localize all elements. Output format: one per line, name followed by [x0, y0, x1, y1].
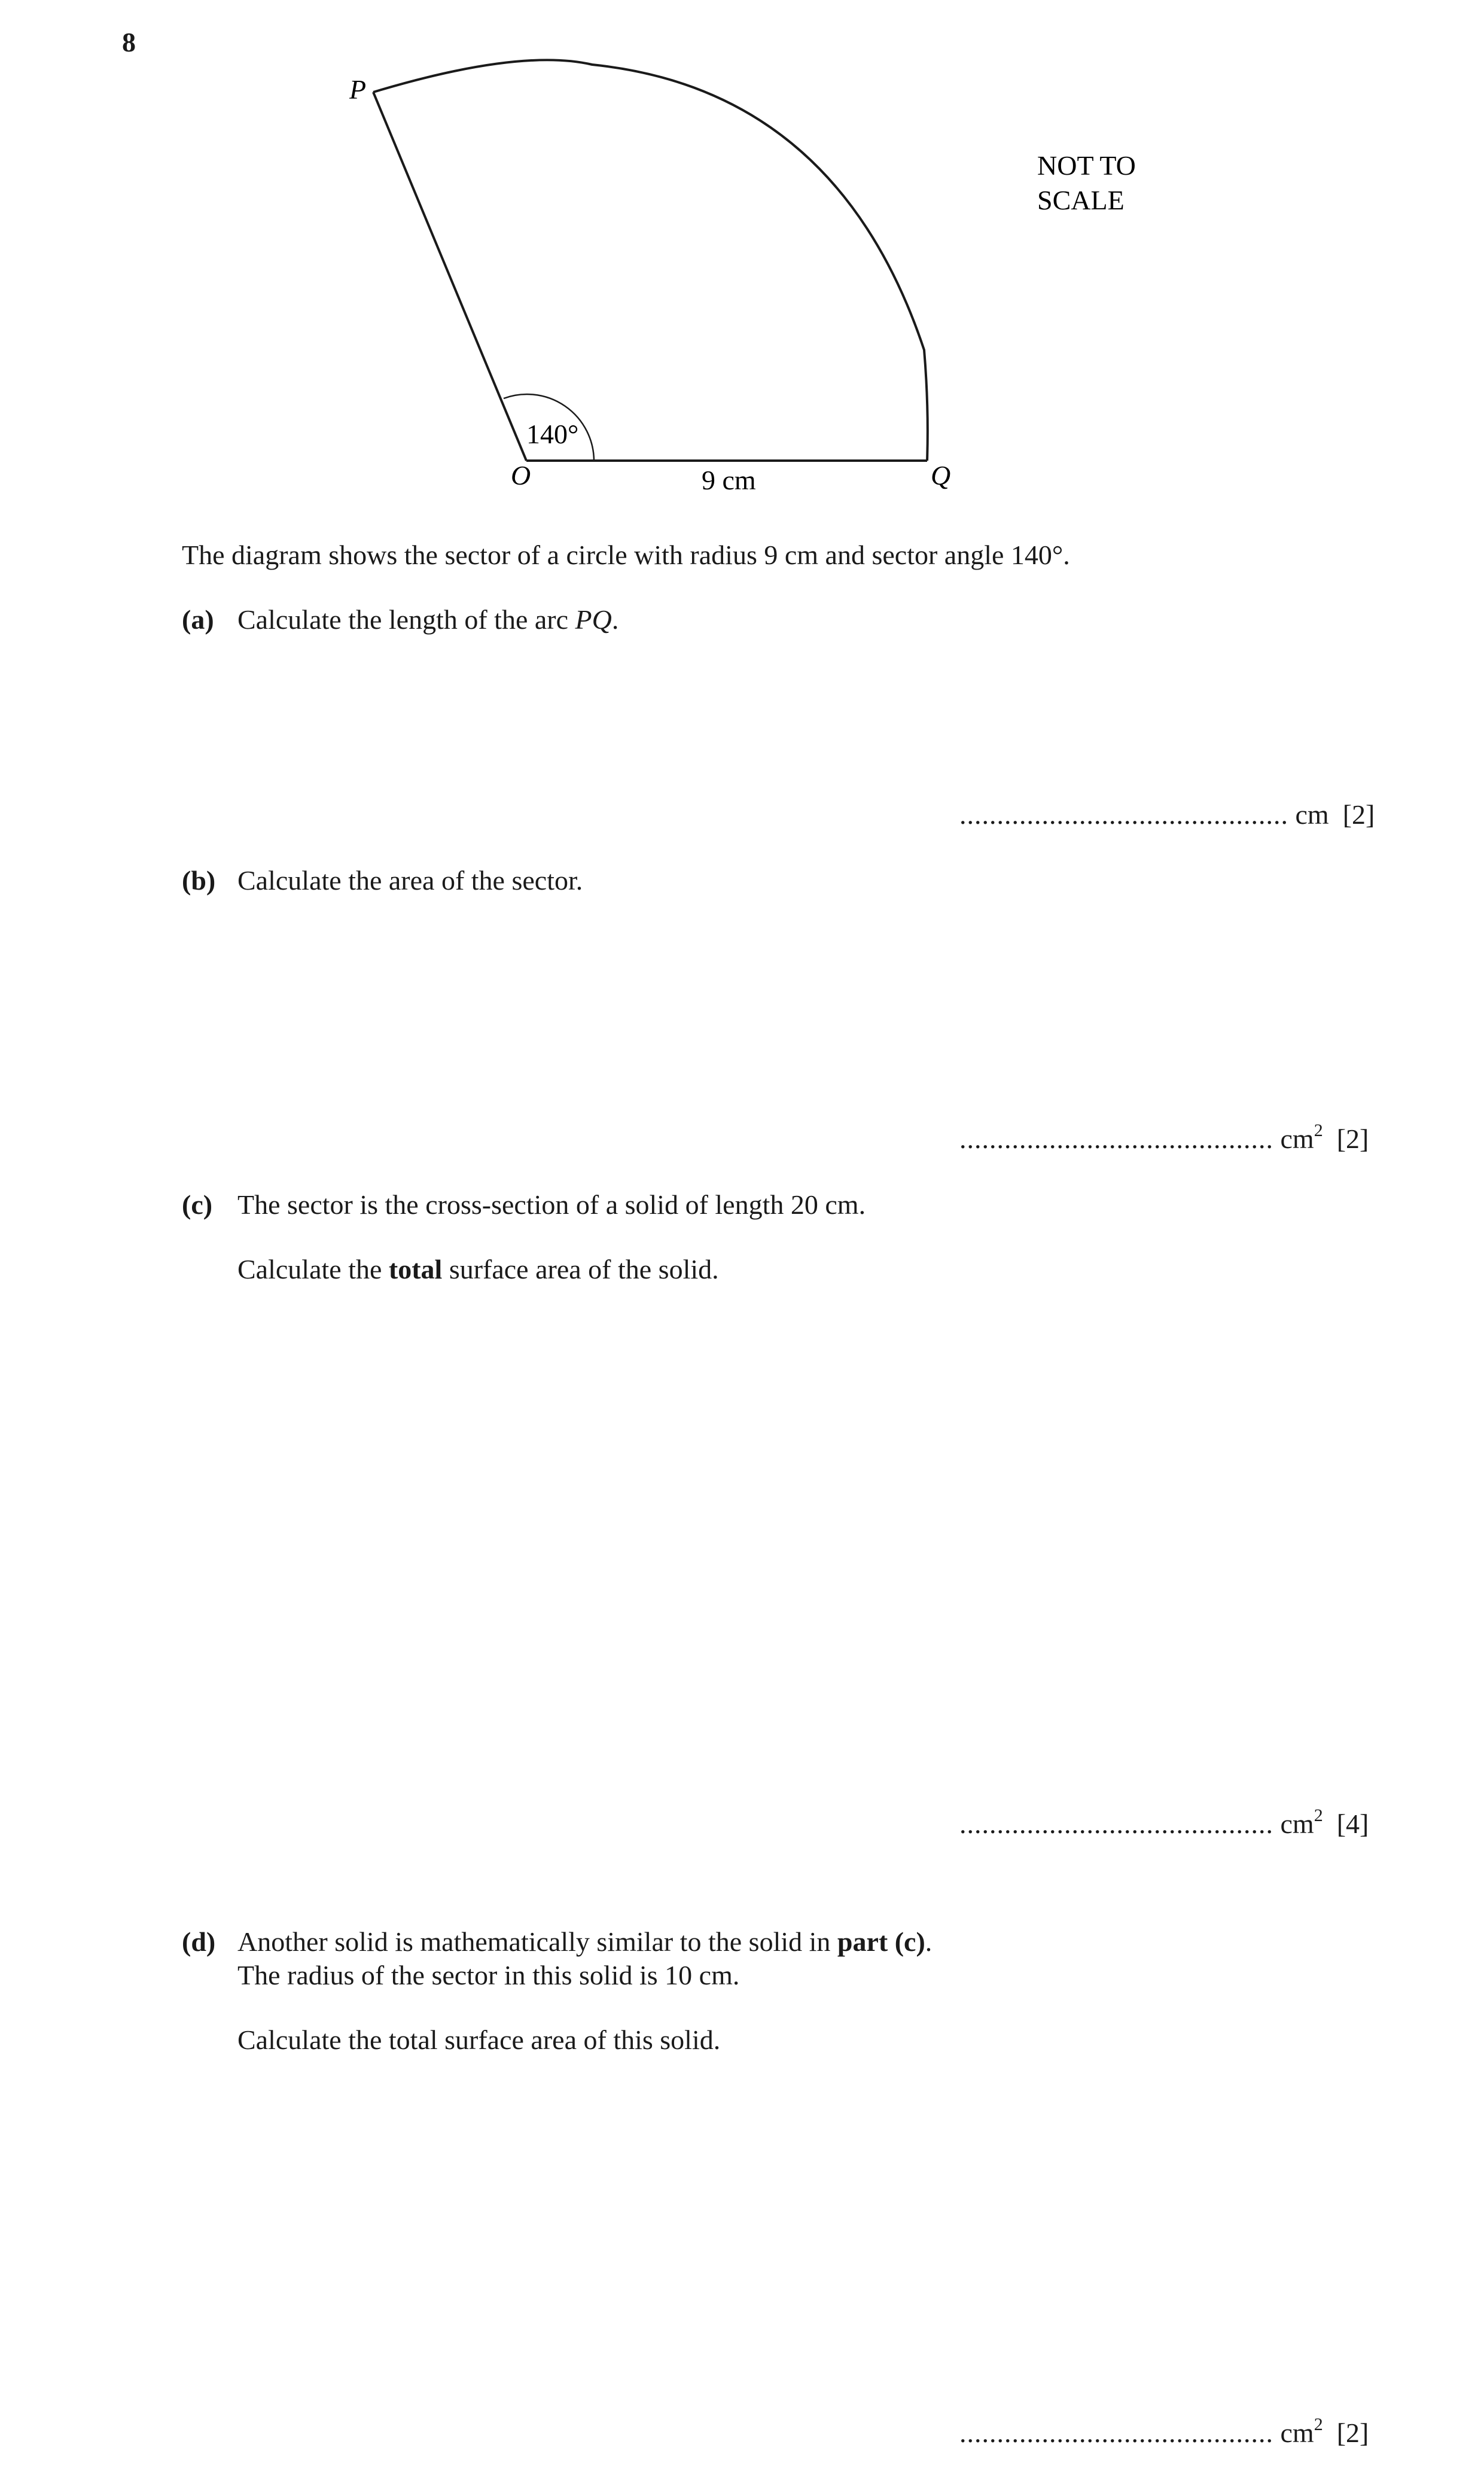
part-d-line2: The radius of the sector in this solid is 10 cm.	[237, 1960, 740, 1990]
not-to-scale-line1: NOT TO	[1037, 150, 1136, 181]
label-o: O	[511, 460, 531, 491]
part-d-label	[182, 1925, 215, 1959]
answer-unit: cm	[1280, 1124, 1314, 1154]
answer-unit: cm	[1280, 1809, 1314, 1839]
marks: [4]	[1336, 1809, 1369, 1839]
answer-unit: cm	[1295, 799, 1329, 830]
answer-dots: ..........................................	[959, 2418, 1273, 2448]
radius-label: 9 cm	[702, 465, 756, 495]
answer-dots: ..........................................	[959, 1809, 1273, 1839]
part-c-line1: The sector is the cross-section of a solid of length 20 cm.	[237, 1189, 866, 1220]
part-a-text: Calculate the length of the arc	[237, 604, 575, 635]
part-a-label	[182, 603, 214, 637]
answer-unit-sup: 2	[1314, 2415, 1323, 2434]
answer-line-c[interactable]	[959, 1808, 1369, 1840]
answer-unit-sup: 2	[1314, 1806, 1323, 1825]
sector-diagram	[0, 0, 1484, 538]
part-label: (a)	[182, 604, 214, 635]
answer-line-b[interactable]	[959, 1123, 1369, 1155]
answer-unit: cm	[1280, 2418, 1314, 2448]
not-to-scale-line2: SCALE	[1037, 185, 1125, 215]
answer-line-d[interactable]	[959, 2417, 1369, 2449]
answer-line-a[interactable]	[959, 799, 1375, 830]
marks: [2]	[1336, 2418, 1369, 2448]
part-label: (d)	[182, 1926, 216, 1957]
marks: [2]	[1342, 799, 1375, 830]
part-label: (b)	[182, 865, 216, 896]
angle-label: 140°	[526, 419, 579, 449]
part-c-line2	[237, 1253, 719, 1286]
part-a-question	[237, 603, 618, 637]
part-c-line2-start: Calculate the	[237, 1254, 389, 1284]
label-q: Q	[931, 460, 951, 491]
part-b-label	[182, 864, 215, 897]
part-d-line3: Calculate the total surface area of this solid.	[237, 2024, 721, 2055]
marks: [2]	[1336, 1124, 1369, 1154]
part-c-line2-end: surface area of the solid.	[442, 1254, 719, 1284]
intro-text: The diagram shows the sector of a circle with radius 9 cm and sector angle 140°.	[182, 540, 1070, 570]
part-c-emphasis: total	[388, 1254, 443, 1284]
arc-pq	[373, 60, 928, 461]
answer-unit-sup: 2	[1314, 1121, 1323, 1140]
part-a-arc-name: PQ	[575, 604, 612, 635]
label-p: P	[349, 74, 367, 105]
radius-op	[373, 92, 526, 461]
part-d-line1-start: Another solid is mathematically similar to the solid in	[237, 1926, 837, 1957]
answer-dots: ..........................................	[959, 1124, 1273, 1154]
part-a-period: .	[611, 604, 619, 635]
answer-dots: ............................................	[959, 799, 1288, 830]
part-d-reference: part (c)	[837, 1926, 925, 1957]
question-number: 8	[122, 27, 136, 57]
part-label: (c)	[182, 1189, 213, 1220]
part-b-question: Calculate the area of the sector.	[237, 865, 583, 896]
part-c-label	[182, 1188, 212, 1222]
part-d-line1	[237, 1925, 932, 1959]
part-d-line1-end: .	[925, 1926, 933, 1957]
